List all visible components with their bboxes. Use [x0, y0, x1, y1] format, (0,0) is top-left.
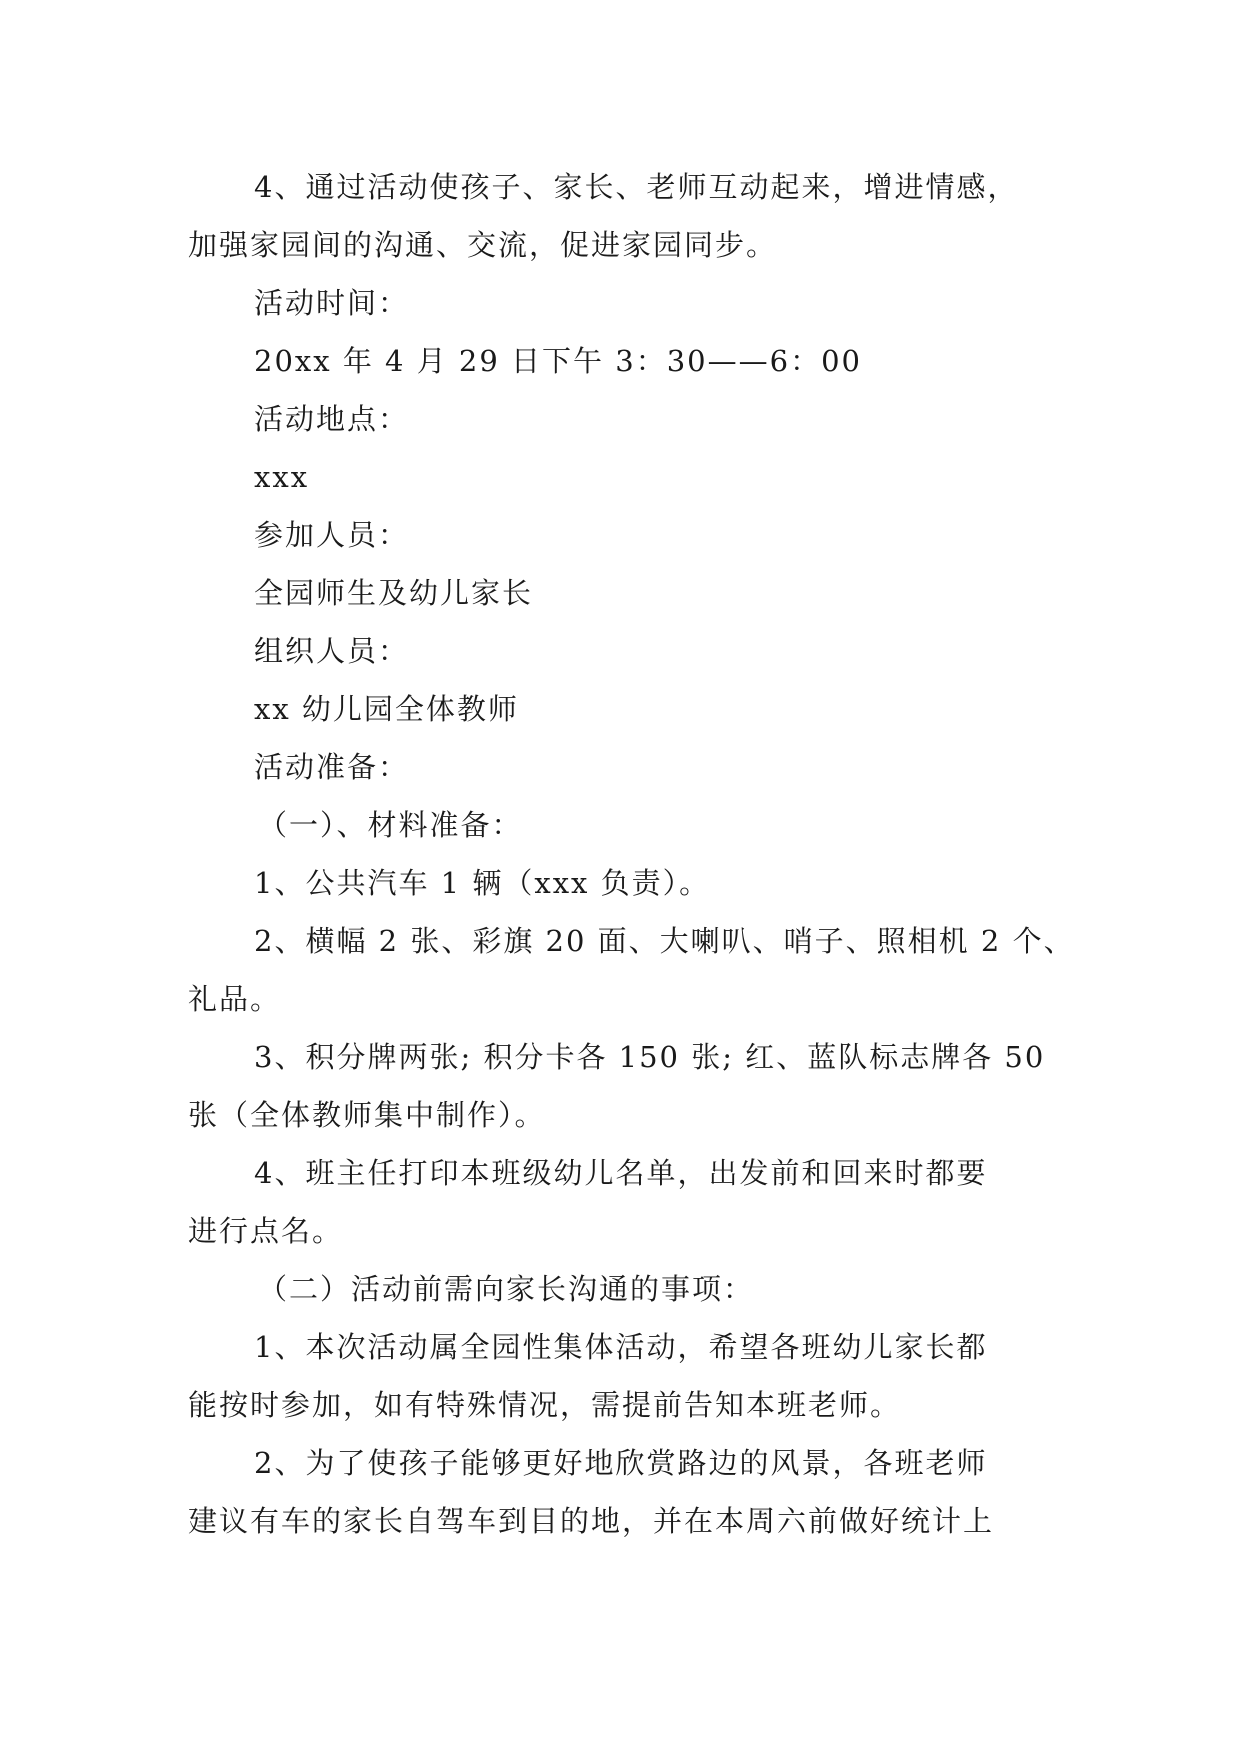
material-item-1: 1、公共汽车 1 辆（xxx 负责）。	[254, 866, 711, 900]
value-participants: 全园师生及幼儿家长	[254, 576, 534, 610]
communication-item-2-line2: 建议有车的家长自驾车到目的地，并在本周六前做好统计上	[188, 1504, 995, 1538]
value-activity-time: 20xx 年 4 月 29 日下午 3：30——6：00	[254, 344, 862, 378]
label-activity-time: 活动时间：	[254, 286, 410, 320]
material-item-4-line2: 进行点名。	[188, 1214, 344, 1248]
label-activity-preparation: 活动准备：	[254, 750, 410, 784]
material-item-4-line1: 4、班主任打印本班级幼儿名单，出发前和回来时都要	[254, 1156, 988, 1190]
communication-item-2-line1: 2、为了使孩子能够更好地欣赏路边的风景，各班老师	[254, 1446, 988, 1480]
heading-parent-communication: （二）活动前需向家长沟通的事项：	[258, 1272, 755, 1306]
material-item-2-line1: 2、横幅 2 张、彩旗 20 面、大喇叭、哨子、照相机 2 个、	[254, 924, 1075, 958]
material-item-2-line2: 礼品。	[188, 982, 282, 1016]
label-organizers: 组织人员：	[254, 634, 410, 668]
paragraph-goal-4-line2: 加强家园间的沟通、交流，促进家园同步。	[188, 228, 778, 262]
communication-item-1-line2: 能按时参加，如有特殊情况，需提前告知本班老师。	[188, 1388, 902, 1422]
material-item-3-line2: 张（全体教师集中制作）。	[188, 1098, 546, 1132]
label-activity-location: 活动地点：	[254, 402, 410, 436]
heading-material-preparation: （一）、材料准备：	[258, 808, 523, 842]
label-participants: 参加人员：	[254, 518, 410, 552]
communication-item-1-line1: 1、本次活动属全园性集体活动，希望各班幼儿家长都	[254, 1330, 988, 1364]
paragraph-goal-4-line1: 4、通过活动使孩子、家长、老师互动起来，增进情感，	[254, 170, 1019, 204]
value-activity-location: xxx	[254, 460, 310, 494]
material-item-3-line1: 3、积分牌两张; 积分卡各 150 张; 红、蓝队标志牌各 50	[254, 1040, 1046, 1074]
value-organizers: xx 幼儿园全体教师	[254, 692, 519, 726]
document-body	[188, 158, 1075, 1550]
